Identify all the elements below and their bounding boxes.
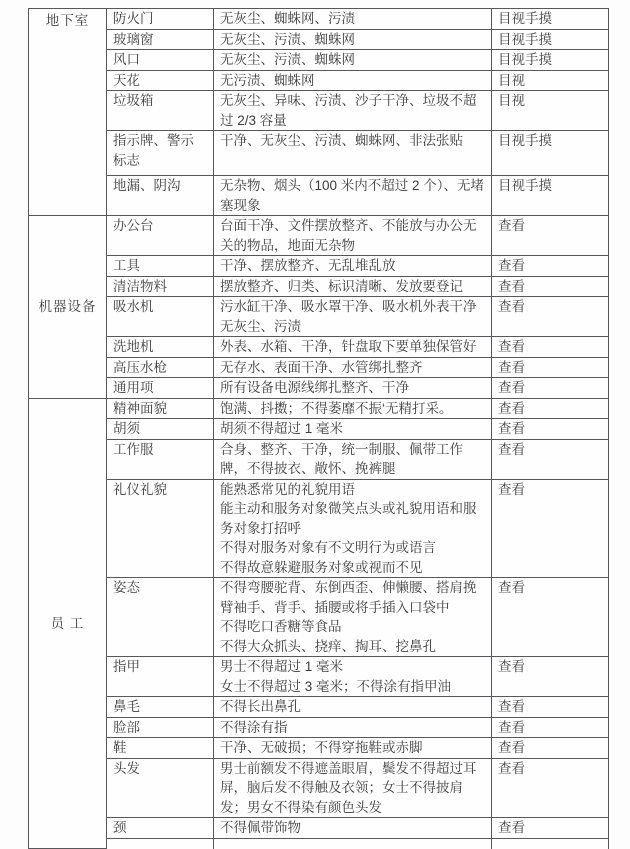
method-cell bbox=[492, 838, 609, 849]
standard-line: 无灰尘、污渍、蜘蛛网 bbox=[220, 52, 355, 67]
standard-cell bbox=[214, 378, 492, 399]
table-row bbox=[29, 176, 609, 216]
standard-cell bbox=[214, 216, 492, 256]
table-row bbox=[29, 378, 609, 399]
category-cell: 机器设备 bbox=[29, 216, 107, 399]
item-cell: 鞋 bbox=[107, 738, 214, 759]
table-row bbox=[29, 398, 609, 419]
standard-line: 胡须不得超过 1 毫米 bbox=[220, 421, 344, 436]
item-cell: 防火门 bbox=[107, 9, 214, 30]
item-cell: 清洁物料 bbox=[107, 276, 214, 297]
table-row bbox=[29, 578, 609, 657]
method-cell: 查看 bbox=[492, 357, 609, 378]
standard-line: 无灰尘、异味、污渍、沙子干净、垃圾不超过 2/3 容量 bbox=[220, 93, 477, 128]
item-cell: 通用项 bbox=[107, 378, 214, 399]
item-cell: 精神面貌 bbox=[107, 398, 214, 419]
method-cell: 查看 bbox=[492, 657, 609, 697]
standard-line: 能主动和服务对象微笑点头或礼貌用语和服务对象打招呼 bbox=[220, 501, 477, 536]
method-cell: 目视手摸 bbox=[492, 176, 609, 216]
standard-line: 无杂物、烟头（100 米内不超过 2 个）、无堵塞现象 bbox=[220, 178, 485, 213]
method-cell: 查看 bbox=[492, 276, 609, 297]
method-cell: 目视手摸 bbox=[492, 131, 609, 176]
standard-cell bbox=[214, 337, 492, 358]
standard-line: 无污渍、蜘蛛网 bbox=[220, 72, 315, 88]
table-row bbox=[29, 738, 609, 759]
standard-cell bbox=[214, 578, 492, 657]
method-cell: 查看 bbox=[492, 378, 609, 399]
standard-cell bbox=[214, 738, 492, 759]
standard-cell bbox=[214, 479, 492, 578]
table-row bbox=[29, 70, 609, 91]
standard-line: 不得弯腰驼背、东倒西歪、伸懒腰、搭肩挽臂袖手、背手、插腰或将手插入口袋中 bbox=[220, 580, 477, 615]
standard-cell bbox=[214, 91, 492, 131]
standard-line: 女士不得超过 3 毫米；不得涂有指甲油 bbox=[220, 678, 452, 694]
table-row bbox=[29, 297, 609, 337]
standard-line: 不得佩带饰物 bbox=[220, 820, 301, 835]
standard-cell bbox=[214, 697, 492, 718]
standard-cell bbox=[214, 357, 492, 378]
method-cell: 查看 bbox=[492, 256, 609, 277]
standard-cell bbox=[214, 29, 492, 50]
standard-line: 干净、无灰尘、污渍、蜘蛛网、非法张贴 bbox=[220, 133, 463, 148]
table-row bbox=[29, 717, 609, 738]
method-cell: 查看 bbox=[492, 738, 609, 759]
standard-line: 污水缸干净、吸水罩干净、吸水机外表干净无灰尘、污渍 bbox=[220, 299, 477, 334]
method-cell: 查看 bbox=[492, 337, 609, 358]
item-cell: 风口 bbox=[107, 50, 214, 71]
table-row bbox=[29, 758, 609, 818]
standard-line: 无灰尘、污渍、蜘蛛网 bbox=[220, 31, 355, 47]
item-cell: 工具 bbox=[107, 256, 214, 277]
item-cell: 办公台 bbox=[107, 216, 214, 256]
standard-line: 男士不得超过 1 毫米 bbox=[220, 659, 344, 674]
item-cell: 礼仪礼貌 bbox=[107, 479, 214, 578]
table-row bbox=[29, 256, 609, 277]
standard-line: 男士前额发不得遮盖眼眉，鬓发不得超过耳屏，脑后发不得触及衣领；女士不得披肩发；男女不得染有颜色头发 bbox=[220, 760, 477, 815]
item-cell: 地漏、阴沟 bbox=[107, 176, 214, 216]
item-cell: 胡须 bbox=[107, 419, 214, 440]
method-cell: 目视手摸 bbox=[492, 9, 609, 30]
item-cell: 头发 bbox=[107, 758, 214, 818]
standard-cell bbox=[214, 657, 492, 697]
category-cell: 地下室 bbox=[29, 9, 107, 216]
table-row bbox=[29, 9, 609, 30]
standard-line: 所有设备电源线绑扎整齐、干净 bbox=[220, 380, 409, 395]
method-cell: 目视手摸 bbox=[492, 29, 609, 50]
standard-cell bbox=[214, 398, 492, 419]
method-cell: 查看 bbox=[492, 717, 609, 738]
standard-cell bbox=[214, 297, 492, 337]
method-cell: 查看 bbox=[492, 216, 609, 256]
table-row bbox=[29, 419, 609, 440]
table-row bbox=[29, 657, 609, 697]
category-cell: 员 工 bbox=[29, 398, 107, 849]
table-row bbox=[29, 479, 609, 578]
method-cell: 查看 bbox=[492, 758, 609, 818]
method-cell: 查看 bbox=[492, 479, 609, 578]
standard-cell bbox=[214, 439, 492, 479]
standard-cell bbox=[214, 9, 492, 30]
standard-line: 干净、摆放整齐、无乱堆乱放 bbox=[220, 258, 396, 273]
table-row bbox=[29, 337, 609, 358]
standard-line: 干净、无破损；不得穿拖鞋或赤脚 bbox=[220, 740, 423, 755]
table-row bbox=[29, 357, 609, 378]
item-cell: 脸部 bbox=[107, 717, 214, 738]
standard-cell bbox=[214, 419, 492, 440]
method-cell: 目视 bbox=[492, 70, 609, 91]
method-cell: 目视 bbox=[492, 91, 609, 131]
table-row bbox=[29, 131, 609, 176]
item-cell: 吸水机 bbox=[107, 297, 214, 337]
method-cell: 查看 bbox=[492, 439, 609, 479]
method-cell: 查看 bbox=[492, 818, 609, 839]
table-row bbox=[29, 216, 609, 256]
standard-cell bbox=[214, 818, 492, 839]
standard-cell bbox=[214, 838, 492, 849]
item-cell bbox=[107, 838, 214, 849]
table-row bbox=[29, 29, 609, 50]
item-cell: 颈 bbox=[107, 818, 214, 839]
standard-cell bbox=[214, 131, 492, 176]
standard-cell bbox=[214, 256, 492, 277]
standard-line: 无存水、表面干净、水管绑扎整齐 bbox=[220, 359, 423, 375]
standard-line: 饱满、抖擞；不得萎靡不振‘无精打采。 bbox=[220, 400, 453, 416]
item-cell: 姿态 bbox=[107, 578, 214, 657]
table-body bbox=[29, 9, 609, 849]
item-cell: 洗地机 bbox=[107, 337, 214, 358]
standard-line: 不得长出鼻孔 bbox=[220, 699, 301, 714]
standard-line: 不得对服务对象有不文明行为或语言 bbox=[220, 540, 436, 555]
table-row bbox=[29, 838, 609, 849]
standard-cell bbox=[214, 70, 492, 91]
table-row bbox=[29, 276, 609, 297]
item-cell: 指示牌、警示标志 bbox=[107, 131, 214, 176]
item-cell: 垃圾箱 bbox=[107, 91, 214, 131]
standard-line: 不得大众抓头、挠痒、掏耳、挖鼻孔 bbox=[220, 638, 436, 654]
document-page bbox=[28, 8, 608, 849]
method-cell: 查看 bbox=[492, 697, 609, 718]
item-cell: 高压水枪 bbox=[107, 357, 214, 378]
standard-cell bbox=[214, 717, 492, 738]
standard-cell bbox=[214, 276, 492, 297]
table-row bbox=[29, 91, 609, 131]
table-row bbox=[29, 439, 609, 479]
item-cell: 玻璃窗 bbox=[107, 29, 214, 50]
standard-line: 无灰尘、蜘蛛网、污渍 bbox=[220, 11, 355, 26]
method-cell: 查看 bbox=[492, 578, 609, 657]
standard-line: 合身、整齐、干净，统一制服、佩带工作牌，不得披衣、敞怀、挽裤腿 bbox=[220, 441, 463, 476]
table-row bbox=[29, 50, 609, 71]
standard-cell bbox=[214, 758, 492, 818]
method-cell: 查看 bbox=[492, 419, 609, 440]
standard-line: 不得吃口香糖等食品 bbox=[220, 619, 342, 634]
standard-line: 台面干净、文件摆放整齐、不能放与办公无关的物品，地面无杂物 bbox=[220, 218, 477, 253]
standard-line: 外表、水箱、干净，针盘取下要单独保管好 bbox=[220, 339, 477, 354]
inspection-standards-table bbox=[28, 8, 609, 849]
table-row bbox=[29, 818, 609, 839]
item-cell: 指甲 bbox=[107, 657, 214, 697]
standard-cell bbox=[214, 50, 492, 71]
standard-line: 摆放整齐、归类、标识清晰、发放要登记 bbox=[220, 278, 463, 294]
method-cell: 查看 bbox=[492, 297, 609, 337]
method-cell: 目视手摸 bbox=[492, 50, 609, 71]
item-cell: 工作服 bbox=[107, 439, 214, 479]
table-row bbox=[29, 697, 609, 718]
standard-line: 不得故意躲避服务对象或视而不见 bbox=[220, 559, 423, 575]
standard-cell bbox=[214, 176, 492, 216]
method-cell: 查看 bbox=[492, 398, 609, 419]
standard-line: 能熟悉常见的礼貌用语 bbox=[220, 481, 355, 497]
item-cell: 天花 bbox=[107, 70, 214, 91]
item-cell: 鼻毛 bbox=[107, 697, 214, 718]
standard-line: 不得涂有指 bbox=[220, 719, 288, 735]
